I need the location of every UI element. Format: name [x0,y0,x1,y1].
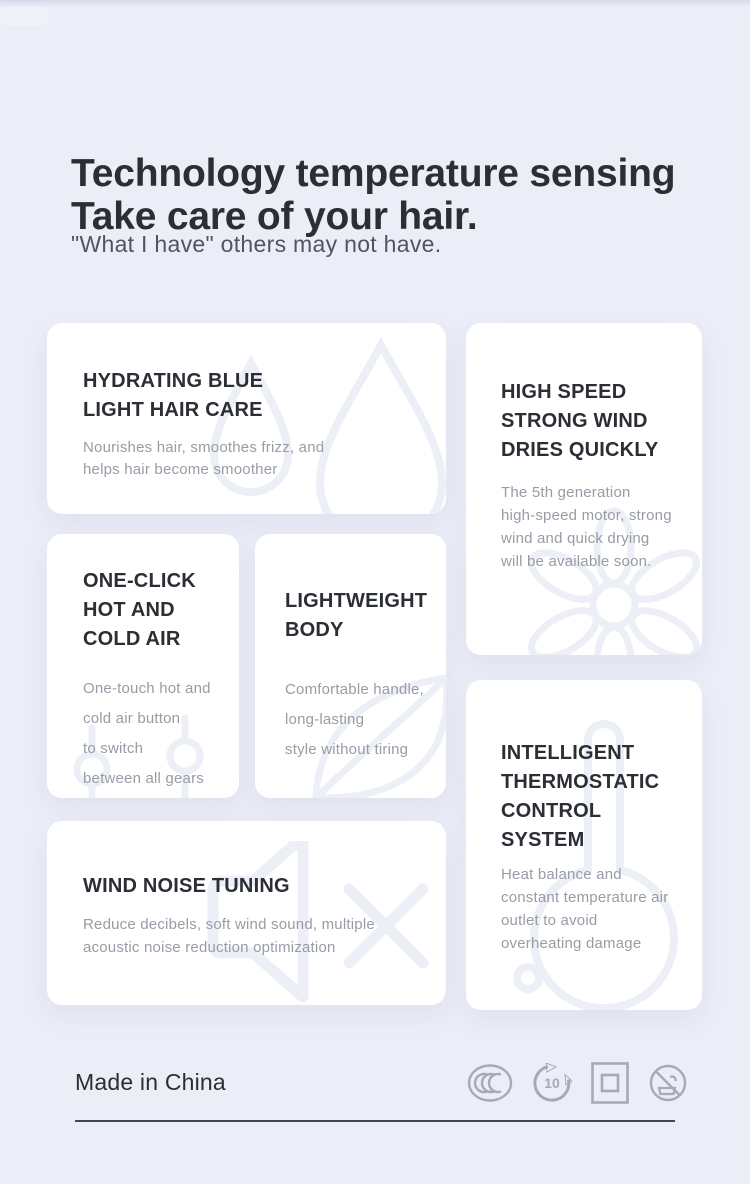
card-body: Comfortable handle, long-lasting style without tiring [285,681,424,758]
card-body: Reduce decibels, soft wind sound, multiple acoustic noise reduction optimization [83,916,375,956]
card-title: ONE-CLICK HOT AND COLD AIR [83,570,196,650]
feature-card-wind-noise-tuning [47,821,446,1005]
double-insulation-icon [591,1062,629,1104]
do-not-dispose-icon [648,1063,688,1103]
card-title: LIGHTWEIGHT BODY [285,590,428,641]
card-body: Nourishes hair, smoothes frizz, and helps hair become smoother [83,439,325,478]
feature-card-one-click-hot-cold [47,534,239,798]
card-title: HYDRATING BLUE LIGHT HAIR CARE [83,370,264,421]
ccc-certification-icon [467,1063,513,1103]
feature-card-thermostatic-control [466,680,702,1010]
card-body: Heat balance and constant temperature air outlet to avoid overheating damage [501,866,669,952]
feature-card-hydrating-blue-light [47,323,446,514]
feature-card-high-speed-wind [466,323,702,655]
page-title-line2: Take care of your hair. [71,195,478,239]
card-body: The 5th generation high-speed motor, strong wind and quick drying will be available soon. [501,484,672,570]
page-title [71,152,711,238]
card-title: WIND NOISE TUNING [83,875,290,897]
feature-card-lightweight-body [255,534,446,798]
card-body: One-touch hot and cold air button to switch between all gears [83,680,211,787]
rohs-years-label: 10 [544,1075,560,1091]
card-title: HIGH SPEED STRONG WIND DRIES QUICKLY [501,381,659,461]
rohs-recycle-10-icon [532,1063,572,1103]
page-title-line1: Technology temperature sensing [71,152,676,196]
top-edge-gradient [0,0,750,7]
page-subtitle: "What I have" others may not have. [71,231,442,257]
bottom-divider [75,1120,675,1122]
card-title: INTELLIGENT THERMOSTATIC CONTROL SYSTEM [501,742,660,851]
top-left-highlight [0,7,48,25]
made-in-china-label: Made in China [75,1069,226,1095]
certification-icons [467,1061,688,1105]
